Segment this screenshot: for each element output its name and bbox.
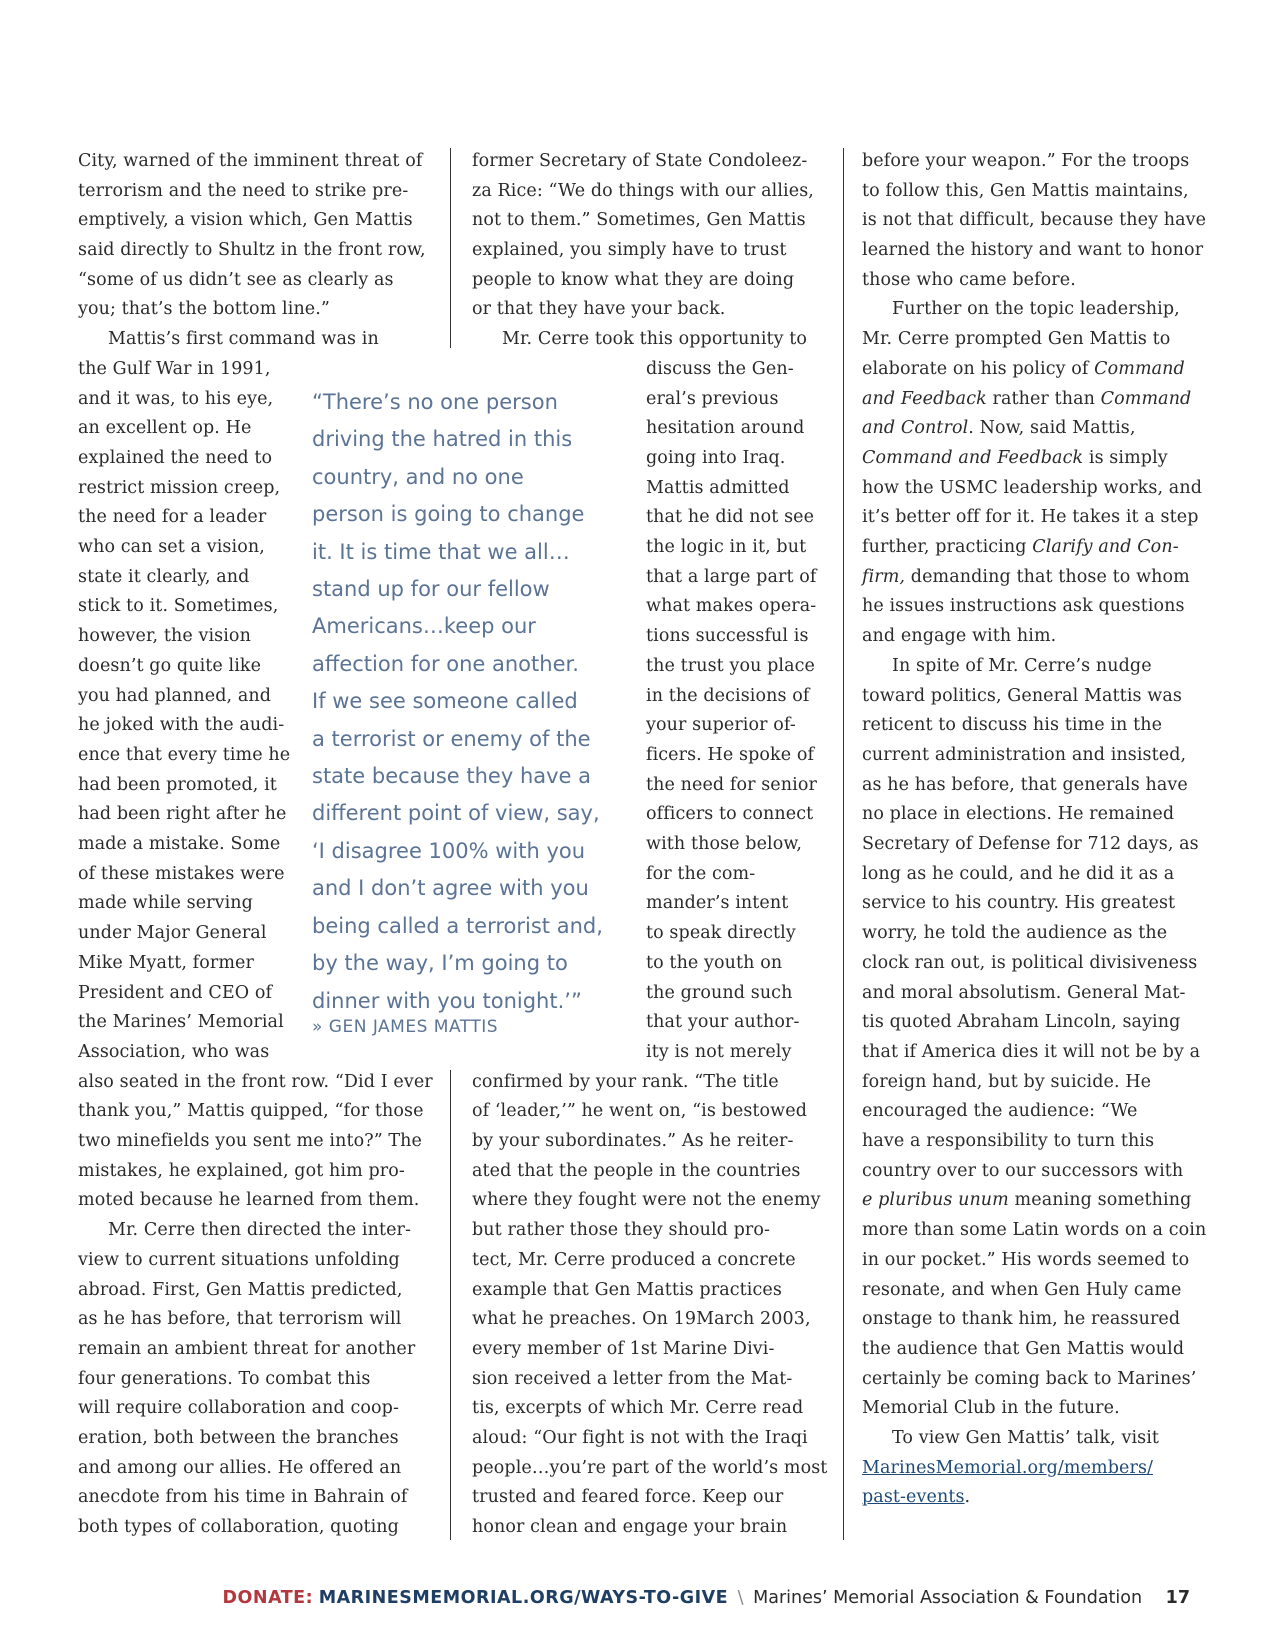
text-line: City, warned of the imminent threat of bbox=[78, 151, 423, 171]
text-line: no place in elections. He remained bbox=[862, 804, 1175, 824]
italic-term: and Control bbox=[862, 418, 969, 438]
pull-quote-line: driving the hatred in this bbox=[312, 427, 573, 452]
pull-quote-line: country, and no one bbox=[312, 464, 524, 489]
text-line: of these mistakes were bbox=[78, 864, 285, 884]
text-line: of ‘leader,’” he went on, “is bestowed bbox=[472, 1101, 808, 1121]
footer-separator: \ bbox=[737, 1588, 744, 1608]
text-line: said directly to Shultz in the front row, bbox=[78, 240, 426, 260]
italic-term: e pluribus unum bbox=[862, 1190, 1009, 1210]
text-line: trusted and feared force. Keep our bbox=[472, 1487, 784, 1507]
text-line: those who came before. bbox=[862, 270, 1076, 290]
text-line: the trust you place bbox=[646, 656, 816, 676]
pull-quote-line: state because they have a bbox=[312, 764, 592, 789]
pull-quote-line: If we see someone called bbox=[312, 689, 578, 714]
italic-term: and Feedback bbox=[862, 389, 987, 409]
text-line: current administration and insisted, bbox=[862, 745, 1187, 765]
text-line: that if America dies it will not be by a bbox=[862, 1042, 1201, 1062]
text-line: the need for senior bbox=[646, 775, 817, 795]
text-line bbox=[862, 414, 1136, 444]
text-line: people to know what they are doing bbox=[472, 270, 795, 290]
text-line: service to his country. His greatest bbox=[862, 893, 1176, 913]
text-line: sion received a letter from the Mat- bbox=[472, 1369, 793, 1389]
text-line: eral’s previous bbox=[646, 389, 779, 409]
text-line: however, the vision bbox=[78, 626, 251, 646]
text-line: what makes opera- bbox=[646, 596, 817, 616]
pull-quote-line: stand up for our fellow bbox=[312, 577, 550, 602]
pull-quote-attribution: » GEN JAMES MATTIS bbox=[312, 1017, 499, 1037]
text-line: the ground such bbox=[646, 983, 793, 1003]
pull-quote-line: Americans…keep our bbox=[312, 614, 536, 639]
text-line: To view Gen Mattis’ talk, visit bbox=[892, 1428, 1160, 1448]
text-line bbox=[862, 444, 1168, 474]
text-line: how the USMC leadership works, and bbox=[862, 478, 1203, 498]
pull-quote-line: and I don’t agree with you bbox=[312, 876, 589, 901]
text-line: In spite of Mr. Cerre’s nudge bbox=[892, 656, 1152, 676]
text-line: tis quoted Abraham Lincoln, saying bbox=[862, 1012, 1181, 1032]
text-line: foreign hand, but by suicide. He bbox=[862, 1072, 1152, 1092]
text-line: ficers. He spoke of bbox=[646, 745, 815, 765]
text-line: the Gulf War in 1991, bbox=[78, 359, 271, 379]
text-line: that your author- bbox=[646, 1012, 800, 1032]
text-line: your superior of- bbox=[646, 715, 796, 735]
column-rule bbox=[450, 1070, 451, 1540]
text-line: in the decisions of bbox=[646, 686, 810, 706]
text-line: stick to it. Sometimes, bbox=[78, 596, 279, 616]
text-line: example that Gen Mattis practices bbox=[472, 1280, 782, 1300]
text-line: you; that’s the bottom line.” bbox=[78, 299, 330, 319]
text-line: aloud: “Our fight is not with the Iraqi bbox=[472, 1428, 808, 1448]
text-line: also seated in the front row. “Did I ever bbox=[78, 1072, 433, 1092]
page-number: 17 bbox=[1165, 1588, 1190, 1608]
text-run: further, practicing bbox=[862, 537, 1033, 557]
text-line: as he has before, that generals have bbox=[862, 775, 1188, 795]
text-line: is not that difficult, because they have bbox=[862, 210, 1207, 230]
text-line: onstage to thank him, he reassured bbox=[862, 1309, 1181, 1329]
text-line: Mr. Cerre prompted Gen Mattis to bbox=[862, 329, 1171, 349]
text-line: but rather those they should pro- bbox=[472, 1220, 771, 1240]
donate-link[interactable]: MARINESMEMORIAL.ORG/WAYS-TO-GIVE bbox=[318, 1588, 729, 1608]
italic-term: Command bbox=[1100, 389, 1192, 409]
text-line: explained, you simply have to trust bbox=[472, 240, 787, 260]
text-line: reticent to discuss his time in the bbox=[862, 715, 1163, 735]
italic-term: Command and Feedback bbox=[862, 448, 1084, 468]
text-line: mander’s intent bbox=[646, 893, 789, 913]
text-line: will require collaboration and coop- bbox=[78, 1398, 399, 1418]
pull-quote-line: by the way, I’m going to bbox=[312, 951, 568, 976]
text-line: state it clearly, and bbox=[78, 567, 250, 587]
text-line: people…you’re part of the world’s most bbox=[472, 1458, 828, 1478]
text-line: emptively, a vision which, Gen Mattis bbox=[78, 210, 413, 230]
text-line: thank you,” Mattis quipped, “for those bbox=[78, 1101, 424, 1121]
text-line bbox=[862, 1483, 970, 1513]
pull-quote-line: person is going to change bbox=[312, 502, 585, 527]
text-line: clock ran out, is political divisiveness bbox=[862, 953, 1198, 973]
donate-label: DONATE: bbox=[222, 1588, 314, 1608]
text-line: and among our allies. He offered an bbox=[78, 1458, 402, 1478]
text-line bbox=[862, 355, 1185, 385]
text-line: worry, he told the audience as the bbox=[862, 923, 1168, 943]
text-line: and moral absolutism. General Mat- bbox=[862, 983, 1186, 1003]
text-run: elaborate on his policy of bbox=[862, 359, 1095, 379]
text-line: more than some Latin words on a coin bbox=[862, 1220, 1207, 1240]
text-line: that he did not see bbox=[646, 507, 815, 527]
text-line: the audience that Gen Mattis would bbox=[862, 1339, 1185, 1359]
text-line: Mattis admitted bbox=[646, 478, 790, 498]
text-line: restrict mission creep, bbox=[78, 478, 281, 498]
italic-term: Command bbox=[1094, 359, 1185, 379]
text-line: “some of us didn’t see as clearly as bbox=[78, 270, 394, 290]
text-line: where they fought were not the enemy bbox=[472, 1190, 821, 1210]
pull-quote-line: affection for one another. bbox=[312, 651, 579, 676]
text-line: he joked with the audi- bbox=[78, 715, 285, 735]
pull-quote-line: it. It is time that we all… bbox=[312, 539, 570, 564]
text-line: had been right after he bbox=[78, 804, 287, 824]
text-line: to speak directly bbox=[646, 923, 796, 943]
text-line: tect, Mr. Cerre produced a concrete bbox=[472, 1250, 796, 1270]
text-line: President and CEO of bbox=[78, 983, 273, 1003]
text-line: Memorial Club in the future. bbox=[862, 1398, 1120, 1418]
past-events-link[interactable]: MarinesMemorial.org/members/ bbox=[862, 1458, 1154, 1478]
text-line: you had planned, and bbox=[78, 686, 272, 706]
text-line: have a responsibility to turn this bbox=[862, 1131, 1155, 1151]
text-line: with those below, bbox=[646, 834, 803, 854]
pull-quote-line: ‘I disagree 100% with you bbox=[312, 838, 586, 863]
text-line: made a mistake. Some bbox=[78, 834, 281, 854]
text-line: Further on the topic leadership, bbox=[892, 299, 1180, 319]
text-line: former Secretary of State Condoleez- bbox=[472, 151, 808, 171]
text-line: to the youth on bbox=[646, 953, 783, 973]
pull-quote-line: being called a terrorist and, bbox=[312, 913, 603, 938]
text-line: going into Iraq. bbox=[646, 448, 786, 468]
text-run: . Now, said Mattis, bbox=[968, 418, 1136, 438]
column-rule bbox=[843, 148, 844, 1540]
text-line: an excellent op. He bbox=[78, 418, 252, 438]
text-line: who can set a vision, bbox=[78, 537, 265, 557]
text-line: not to them.” Sometimes, Gen Mattis bbox=[472, 210, 806, 230]
text-line: anecdote from his time in Bahrain of bbox=[78, 1487, 408, 1507]
text-run: demanding that those to whom bbox=[905, 567, 1190, 587]
text-line: both types of collaboration, quoting bbox=[78, 1517, 399, 1537]
text-line: that a large part of bbox=[646, 567, 817, 587]
text-line: encouraged the audience: “We bbox=[862, 1101, 1138, 1121]
pull-quote-line: different point of view, say, bbox=[312, 801, 600, 826]
text-line: or that they have your back. bbox=[472, 299, 726, 319]
text-line: toward politics, General Mattis was bbox=[862, 686, 1182, 706]
text-line: resonate, and when Gen Huly came bbox=[862, 1280, 1182, 1300]
text-line: certainly be coming back to Marines’ bbox=[862, 1369, 1197, 1389]
italic-term: Clarify and Con- bbox=[1032, 537, 1179, 557]
text-line: moted because he learned from them. bbox=[78, 1190, 420, 1210]
text-line: ence that every time he bbox=[78, 745, 291, 765]
text-line: Mattis’s first command was in bbox=[108, 329, 379, 349]
text-line: Mike Myatt, former bbox=[78, 953, 254, 973]
text-line: Association, who was bbox=[78, 1042, 270, 1062]
text-line: and it was, to his eye, bbox=[78, 389, 274, 409]
text-line: it’s better off for it. He takes it a step bbox=[862, 507, 1199, 527]
text-line: confirmed by your rank. “The title bbox=[472, 1072, 779, 1092]
text-line: hesitation around bbox=[646, 418, 805, 438]
text-line: abroad. First, Gen Mattis predicted, bbox=[78, 1280, 403, 1300]
text-line: made while serving bbox=[78, 893, 253, 913]
pull-quote-line: “There’s no one person bbox=[312, 390, 558, 414]
pull-quote bbox=[312, 384, 642, 1020]
text-line bbox=[862, 1454, 1153, 1484]
text-run: is simply bbox=[1083, 448, 1168, 468]
text-line: terrorism and the need to strike pre- bbox=[78, 181, 409, 201]
text-line: Mr. Cerre took this opportunity to bbox=[502, 329, 808, 349]
text-line bbox=[862, 563, 1190, 593]
text-line: for the com- bbox=[646, 864, 756, 884]
text-line: officers to connect bbox=[646, 804, 814, 824]
text-line: the Marines’ Memorial bbox=[78, 1012, 284, 1032]
text-line: what he preaches. On 19March 2003, bbox=[472, 1309, 811, 1329]
text-line: explained the need to bbox=[78, 448, 273, 468]
text-line: ated that the people in the countries bbox=[472, 1161, 801, 1181]
text-line: tions successful is bbox=[646, 626, 809, 646]
text-line: in our pocket.” His words seemed to bbox=[862, 1250, 1190, 1270]
organization-name: Marines’ Memorial Association & Foundation bbox=[753, 1588, 1143, 1608]
text-line bbox=[862, 533, 1179, 563]
text-line: doesn’t go quite like bbox=[78, 656, 262, 676]
text-line: the logic in it, but bbox=[646, 537, 807, 557]
text-line bbox=[862, 385, 1191, 415]
text-line: learned the history and want to honor bbox=[862, 240, 1204, 260]
text-line: Mr. Cerre then directed the inter- bbox=[108, 1220, 412, 1240]
text-line: mistakes, he explained, got him pro- bbox=[78, 1161, 405, 1181]
text-line: every member of 1st Marine Divi- bbox=[472, 1339, 775, 1359]
text-line: before your weapon.” For the troops bbox=[862, 151, 1190, 171]
text-line bbox=[862, 1186, 1191, 1216]
text-line: country over to our successors with bbox=[862, 1161, 1184, 1181]
text-line: tis, excerpts of which Mr. Cerre read bbox=[472, 1398, 804, 1418]
text-line: long as he could, and he did it as a bbox=[862, 864, 1175, 884]
text-line: had been promoted, it bbox=[78, 775, 277, 795]
text-line: under Major General bbox=[78, 923, 267, 943]
text-line: to follow this, Gen Mattis maintains, bbox=[862, 181, 1189, 201]
text-line: discuss the Gen- bbox=[646, 359, 794, 379]
text-line: four generations. To combat this bbox=[78, 1369, 371, 1389]
text-line: the need for a leader bbox=[78, 507, 267, 527]
text-line: remain an ambient threat for another bbox=[78, 1339, 416, 1359]
text-line: as he has before, that terrorism will bbox=[78, 1309, 402, 1329]
text-run: . bbox=[964, 1487, 971, 1507]
text-line: eration, both between the branches bbox=[78, 1428, 399, 1448]
column-rule bbox=[450, 148, 451, 348]
text-run: rather than bbox=[986, 389, 1101, 409]
text-line: he issues instructions ask questions bbox=[862, 596, 1185, 616]
pull-quote-line: dinner with you tonight.’” bbox=[312, 988, 582, 1013]
text-line: ity is not merely bbox=[646, 1042, 792, 1062]
italic-term: firm, bbox=[862, 567, 906, 587]
text-line: two minefields you sent me into?” The bbox=[78, 1131, 423, 1151]
past-events-link[interactable]: past-events bbox=[862, 1487, 965, 1507]
text-line: honor clean and engage your brain bbox=[472, 1517, 788, 1537]
text-line: view to current situations unfolding bbox=[78, 1250, 400, 1270]
text-line: and engage with him. bbox=[862, 626, 1057, 646]
text-run: meaning something bbox=[1008, 1190, 1192, 1210]
page-footer bbox=[0, 1588, 1190, 1608]
text-line: by your subordinates.” As he reiter- bbox=[472, 1131, 794, 1151]
pull-quote-line: a terrorist or enemy of the bbox=[312, 726, 591, 751]
text-line: za Rice: “We do things with our allies, bbox=[472, 181, 814, 201]
text-line: Secretary of Defense for 712 days, as bbox=[862, 834, 1199, 854]
